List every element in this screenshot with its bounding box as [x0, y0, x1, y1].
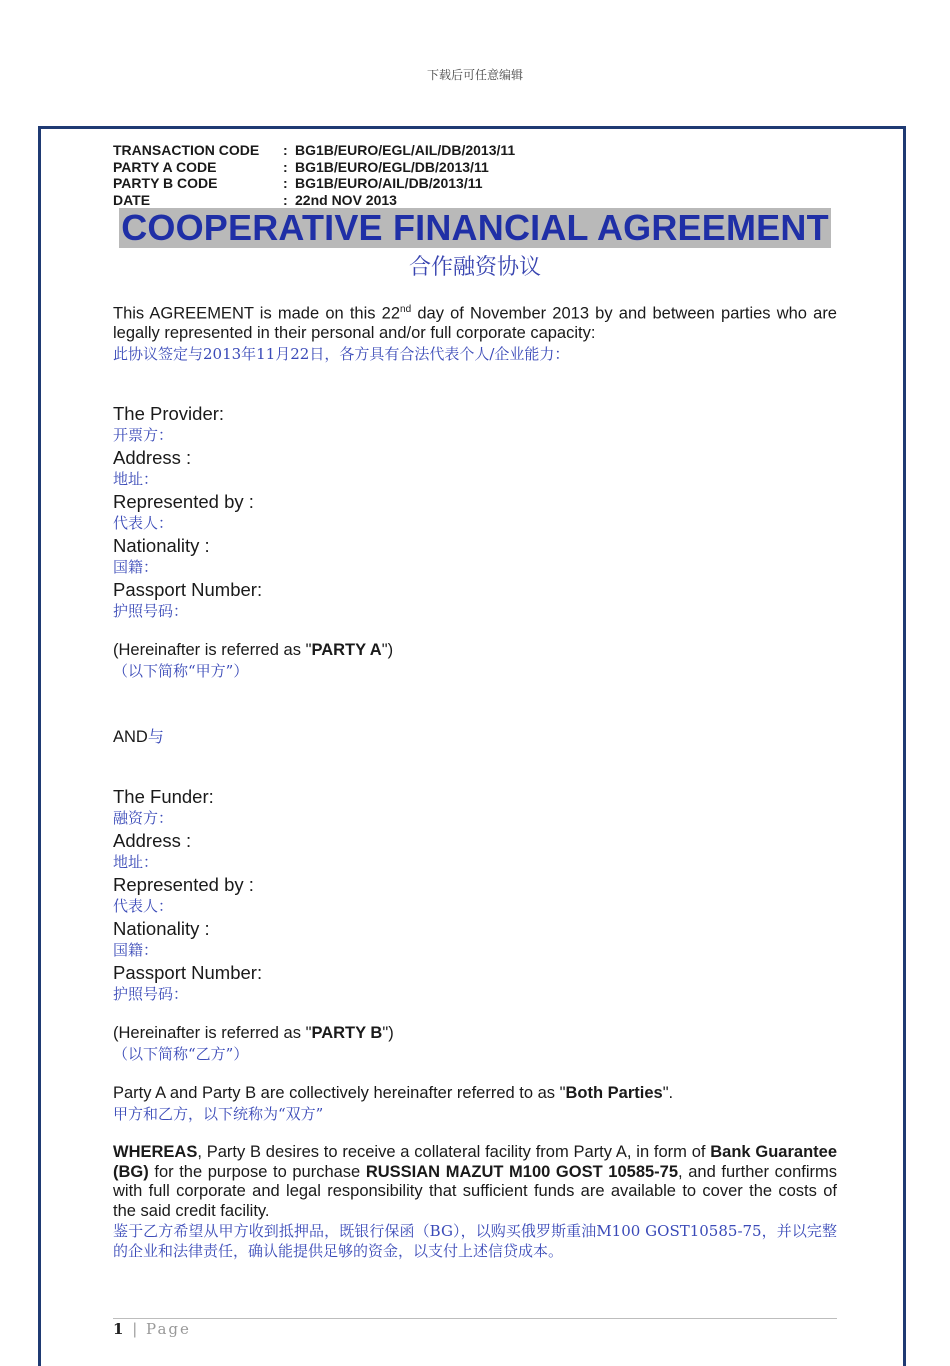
- funder-heading-cn: 融资方：: [113, 809, 174, 827]
- provider-address-cn: 地址：: [113, 470, 159, 488]
- party-a-reference: [113, 641, 837, 681]
- intro-cn: 此协议签定与2013年11月22日，各方具有合法代表个人/企业能力：: [113, 344, 570, 363]
- funder-passport-cn: 护照号码：: [113, 985, 189, 1003]
- party-a-ref-en: (Hereinafter is referred as "PARTY A"): [113, 641, 394, 659]
- provider-passport-cn: 护照号码：: [113, 602, 189, 620]
- document-subtitle: 合作融资协议: [408, 255, 541, 280]
- code-colon: :: [283, 175, 288, 192]
- funder-rep-label: Represented by :: [113, 874, 254, 895]
- code-value: 22nd NOV 2013: [295, 191, 397, 208]
- code-row-party-a: [113, 159, 515, 176]
- code-row-party-b: [113, 175, 515, 192]
- code-value: BG1B/EURO/AIL/DB/2013/11: [295, 175, 483, 192]
- funder-passport-label: Passport Number:: [113, 962, 263, 983]
- party-a-ref-cn: （以下简称“甲方”）: [113, 661, 249, 680]
- both-parties-en: Party A and Party B are collectively hereinafter referred to as "Both Parties".: [113, 1084, 674, 1102]
- code-colon: :: [283, 191, 288, 208]
- both-parties-paragraph: [113, 1084, 837, 1124]
- provider-nationality-cn: 国籍：: [113, 558, 159, 576]
- provider-passport-label: Passport Number:: [113, 579, 263, 600]
- whereas-paragraph: [113, 1143, 837, 1261]
- funder-address-cn: 地址：: [113, 853, 159, 871]
- funder-nationality-label: Nationality :: [113, 918, 210, 939]
- party-b-ref-cn: （以下简称“乙方”）: [113, 1044, 249, 1063]
- code-block: [113, 142, 515, 208]
- both-parties-cn: 甲方和乙方，以下统称为“双方”: [113, 1104, 324, 1123]
- funder-heading: The Funder:: [113, 786, 214, 807]
- code-colon: :: [283, 158, 288, 175]
- provider-address-label: Address :: [113, 447, 192, 468]
- provider-rep-label: Represented by :: [113, 491, 254, 512]
- intro-paragraph: [113, 300, 837, 364]
- provider-heading-cn: 开票方：: [113, 426, 174, 444]
- provider-heading: The Provider:: [113, 403, 225, 424]
- footer-divider: [113, 1318, 837, 1319]
- and-cn: 与: [147, 727, 164, 746]
- title-wrap: [0, 208, 950, 248]
- whereas-en: WHEREAS, Party B desires to receive a collateral facility from Party A, in form of Bank Guarantee (BG) for the purpose to purchase RUSSIAN MAZUT M100 GOST 10585-75, and further confirms with full corporate and legal responsibility that sufficient funds are available to cover the costs of the said credit facility.: [113, 1143, 837, 1220]
- code-label: DATE: [113, 191, 151, 208]
- code-colon: :: [283, 142, 288, 158]
- intro-en: This AGREEMENT is made on this 22nd day of November 2013 by and between parties who are legally represented in their personal and/or full corporate capacity:: [113, 304, 837, 342]
- whereas-cn: 鉴于乙方希望从甲方收到抵押品，既银行保函（BG），以购买俄罗斯重油M100 GOST10585-75，并以完整的企业和法律责任，确认能提供足够的资金，以支付上述信贷成本。: [113, 1222, 837, 1260]
- provider-rep-cn: 代表人：: [113, 514, 174, 532]
- funder-rep-cn: 代表人：: [113, 897, 174, 915]
- party-b-ref-en: (Hereinafter is referred as "PARTY B"): [113, 1024, 394, 1042]
- funder-nationality-cn: 国籍：: [113, 941, 159, 959]
- code-label: TRANSACTION CODE: [113, 142, 260, 158]
- code-row-date: [113, 192, 515, 209]
- and-line: [113, 727, 837, 748]
- page-word: Page: [146, 1320, 191, 1338]
- code-value: BG1B/EURO/EGL/DB/2013/11: [295, 158, 489, 175]
- code-value: BG1B/EURO/EGL/AIL/DB/2013/11: [295, 142, 516, 158]
- and-en: AND: [113, 728, 148, 746]
- code-row-transaction: [113, 142, 515, 159]
- funder-address-label: Address :: [113, 830, 192, 851]
- page-separator: |: [125, 1320, 147, 1338]
- funder-section: [113, 786, 837, 1004]
- party-b-reference: [113, 1024, 837, 1064]
- code-label: PARTY B CODE: [113, 175, 218, 192]
- code-label: PARTY A CODE: [113, 158, 217, 175]
- document-title: COOPERATIVE FINANCIAL AGREEMENT: [121, 207, 829, 248]
- download-note: 下载后可任意编辑: [426, 68, 523, 82]
- provider-nationality-label: Nationality :: [113, 535, 210, 556]
- page-number: 1: [113, 1320, 126, 1338]
- provider-section: [113, 403, 837, 621]
- page-footer: [113, 1320, 191, 1338]
